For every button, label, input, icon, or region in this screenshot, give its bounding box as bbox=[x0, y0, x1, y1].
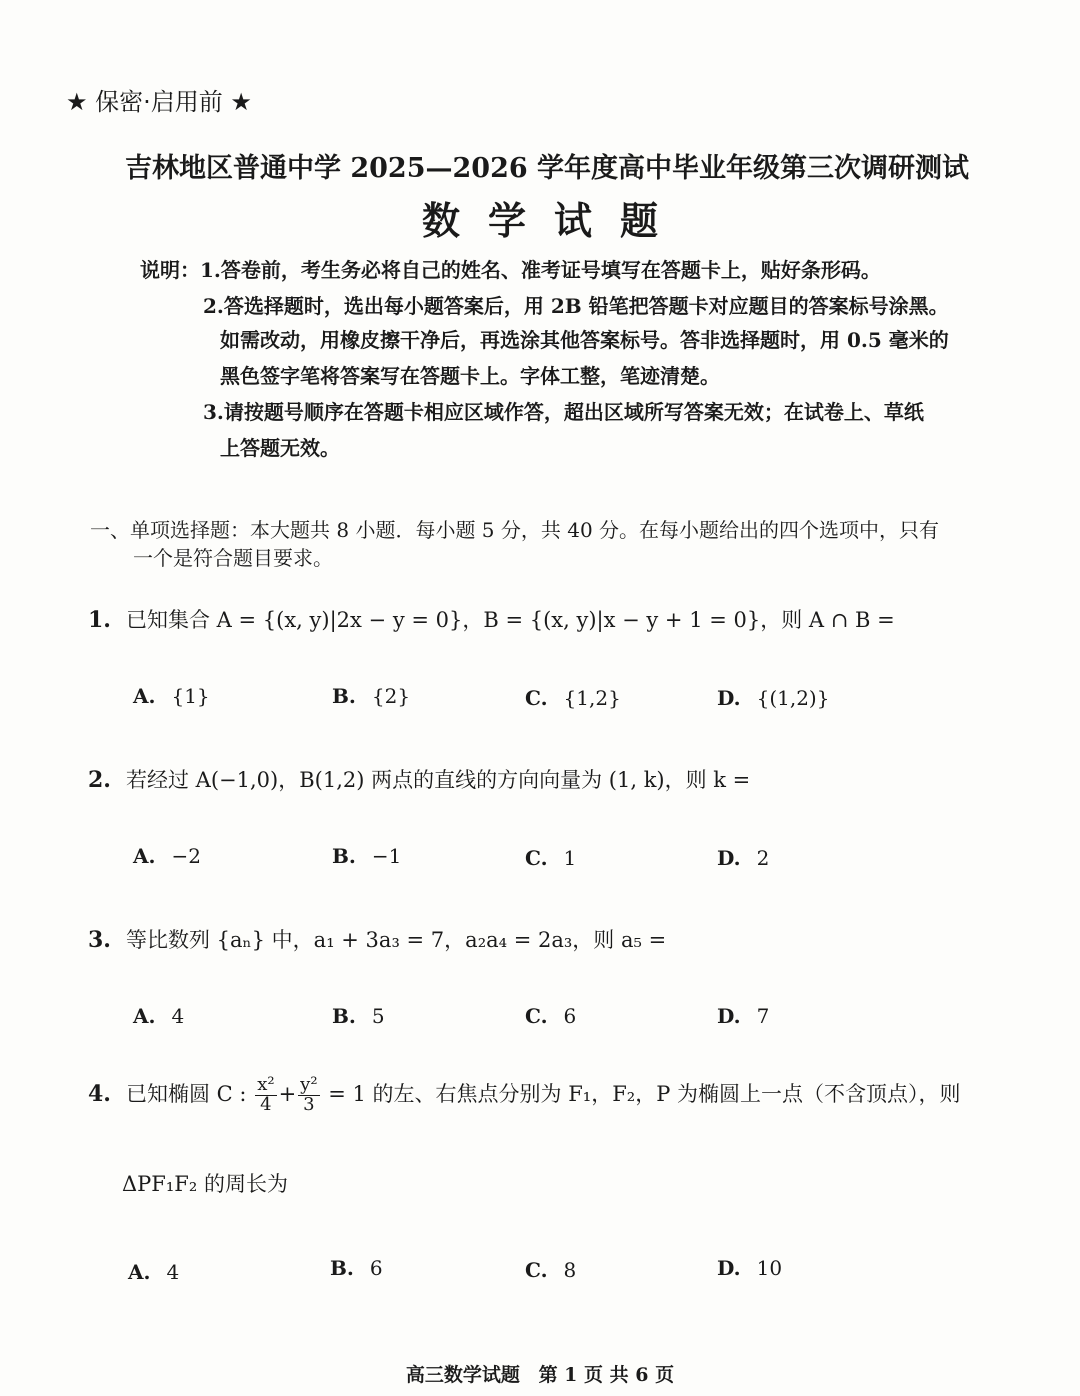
instruction-line-2: 2.答选择题时，选出每小题答案后，用 2B 铅笔把答题卡对应题目的答案标号涂黑。 bbox=[203, 294, 949, 318]
question-number: 1. bbox=[88, 607, 111, 633]
question-stem: 若经过 A(−1,0)，B(1,2) 两点的直线的方向向量为 (1, k)，则 k = bbox=[126, 768, 751, 792]
section-heading: 一、单项选择题：本大题共 8 小题．每小题 5 分，共 40 分。在每小题给出的四个选项中，只有 bbox=[90, 518, 940, 542]
fraction-x2-over-4: $\frac{\text{x²}}{4}$ bbox=[257, 1074, 275, 1115]
question-number: 3. bbox=[88, 927, 111, 953]
question-4 bbox=[88, 1076, 961, 1115]
question-stem: 等比数列 {aₙ} 中，a₁ + 3a₃ = 7，a₂a₄ = 2a₃，则 a₅ = bbox=[126, 928, 667, 952]
q3-option-c: C. 6 bbox=[525, 1004, 577, 1028]
q3-option-b: B. 5 bbox=[332, 1004, 385, 1028]
instruction-line-5: 3.请按题号顺序在答题卡相应区域作答，超出区域所写答案无效；在试卷上、草纸 bbox=[203, 400, 924, 424]
q4-option-a: A. 4 bbox=[128, 1260, 180, 1284]
question-stem-prefix: 已知椭圆 C : bbox=[126, 1081, 247, 1106]
subject-title: 数学试题 bbox=[421, 198, 686, 243]
page-footer bbox=[0, 1360, 1080, 1387]
instruction-line-1: 说明：1.答卷前，考生务必将自己的姓名、准考证号填写在答题卡上，贴好条形码。 bbox=[140, 258, 881, 282]
exam-title: 吉林地区普通中学 2025—2026 学年度高中毕业年级第三次调研测试 bbox=[124, 153, 970, 184]
q2-option-b: B. −1 bbox=[332, 844, 402, 868]
fraction-y2-over-3: $\frac{\text{y²}}{3}$ bbox=[300, 1074, 318, 1115]
question-2 bbox=[88, 764, 750, 794]
section-heading-cont: 一个是符合题目要求。 bbox=[133, 546, 333, 570]
confidential-mark: ★ 保密·启用前 ★ bbox=[66, 88, 252, 116]
plus-sign: + bbox=[278, 1081, 297, 1106]
q3-option-d: D. 7 bbox=[717, 1004, 770, 1028]
instruction-line-4: 黑色签字笔将答案写在答题卡上。字体工整，笔迹清楚。 bbox=[220, 364, 720, 388]
q1-option-d: D. {(1,2)} bbox=[717, 686, 830, 710]
question-4-line-2: ΔPF₁F₂ 的周长为 bbox=[122, 1172, 288, 1196]
question-3 bbox=[88, 924, 666, 954]
q2-option-a: A. −2 bbox=[133, 844, 201, 868]
q3-option-a: A. 4 bbox=[133, 1004, 185, 1028]
q1-option-b: B. {2} bbox=[332, 684, 411, 708]
question-stem-suffix: = 1 的左、右焦点分别为 F₁，F₂，P 为椭圆上一点（不含顶点），则 bbox=[328, 1081, 961, 1106]
q1-option-c: C. {1,2} bbox=[525, 686, 621, 710]
q2-option-c: C. 1 bbox=[525, 846, 577, 870]
question-number: 4. bbox=[88, 1080, 111, 1107]
q2-option-d: D. 2 bbox=[717, 846, 770, 870]
q1-option-a: A. {1} bbox=[133, 684, 210, 708]
question-stem: 已知集合 A = {(x, y)|2x − y = 0}，B = {(x, y)|x − y + 1 = 0}，则 A ∩ B = bbox=[126, 608, 895, 632]
page-number: 第 1 页 共 6 页 bbox=[538, 1364, 675, 1386]
instruction-line-6: 上答题无效。 bbox=[220, 436, 340, 460]
q4-option-b: B. 6 bbox=[330, 1256, 383, 1280]
q4-option-c: C. 8 bbox=[525, 1258, 577, 1282]
question-number: 2. bbox=[88, 767, 111, 793]
instruction-line-3: 如需改动，用橡皮擦干净后，再选涂其他答案标号。答非选择题时，用 0.5 毫米的 bbox=[220, 328, 949, 352]
footer-subject: 高三数学试题 bbox=[405, 1364, 520, 1386]
question-1 bbox=[88, 604, 895, 634]
q4-option-d: D. 10 bbox=[717, 1256, 783, 1280]
